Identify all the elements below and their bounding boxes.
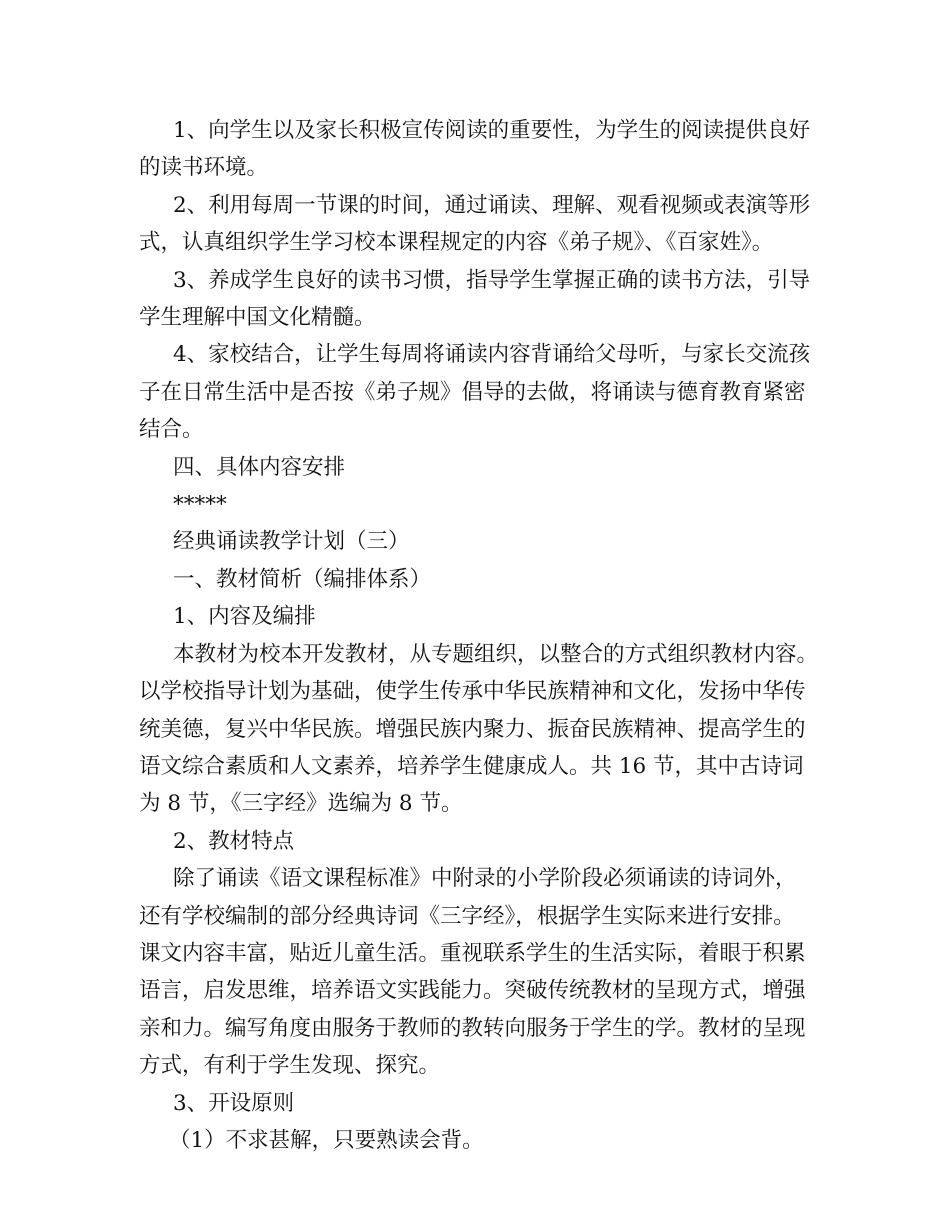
document-title: 经典诵读教学计划（三） (173, 529, 410, 555)
text-line: 本教材为校本开发教材，从专题组织，以整合的方式组织教材内容。 (173, 641, 819, 667)
text-line: 除了诵读《语文课程标准》中附录的小学阶段必须诵读的诗词外， (173, 866, 797, 892)
text-line: 4、家校结合，让学生每周将诵读内容背诵给父母听，与家长交流孩 (173, 342, 811, 368)
text-line: 学生理解中国文化精髓。 (139, 305, 376, 331)
section-heading: 一、教材简析（编排体系） (173, 566, 432, 592)
text-line: 统美德，复兴中华民族。增强民族内聚力、振奋民族精神、提高学生的 (139, 716, 806, 742)
subsection-heading: 1、内容及编排 (173, 604, 316, 630)
text-line: 方式，有利于学生发现、探究。 (139, 1053, 441, 1079)
text-line: 3、养成学生良好的读书习惯，指导学生掌握正确的读书方法，引导 (173, 267, 811, 293)
subsection-heading: 2、教材特点 (173, 828, 295, 854)
text-line: 语言，启发思维，培养语文实践能力。突破传统教材的呈现方式，增强 (139, 978, 806, 1004)
text-line: 以学校指导计划为基础，使学生传承中华民族精神和文化，发扬中华传 (139, 679, 806, 705)
text-line: 式，认真组织学生学习校本课程规定的内容《弟子规》、《百家姓》。 (139, 230, 774, 256)
text-line: 语文综合素质和人文素养，培养学生健康成人。共 16 节，其中古诗词 (139, 753, 804, 779)
section-heading: 四、具体内容安排 (173, 454, 346, 480)
subsection-heading: 3、开设原则 (173, 1090, 295, 1116)
list-item: （1）不求甚解，只要熟读会背。 (169, 1127, 484, 1153)
text-line: 子在日常生活中是否按《弟子规》倡导的去做，将诵读与德育教育紧密 (139, 379, 806, 405)
separator-stars: ***** (173, 492, 227, 518)
text-line: 2、利用每周一节课的时间，通过诵读、理解、观看视频或表演等形 (173, 192, 811, 218)
text-line: 还有学校编制的部分经典诗词《三字经》，根据学生实际来进行安排。 (139, 903, 795, 929)
text-line: 的读书环境。 (139, 155, 269, 181)
text-line: 1、向学生以及家长积极宣传阅读的重要性，为学生的阅读提供良好 (173, 118, 811, 143)
text-line: 课文内容丰富，贴近儿童生活。重视联系学生的生活实际，着眼于积累 (139, 940, 806, 966)
text-line: 结合。 (139, 417, 204, 443)
text-line: 亲和力。编写角度由服务于教师的教转向服务于学生的学。教材的呈现 (139, 1015, 806, 1041)
document-body (139, 112, 819, 1159)
text-line: 为 8 节，《三字经》选编为 8 节。 (139, 791, 463, 817)
